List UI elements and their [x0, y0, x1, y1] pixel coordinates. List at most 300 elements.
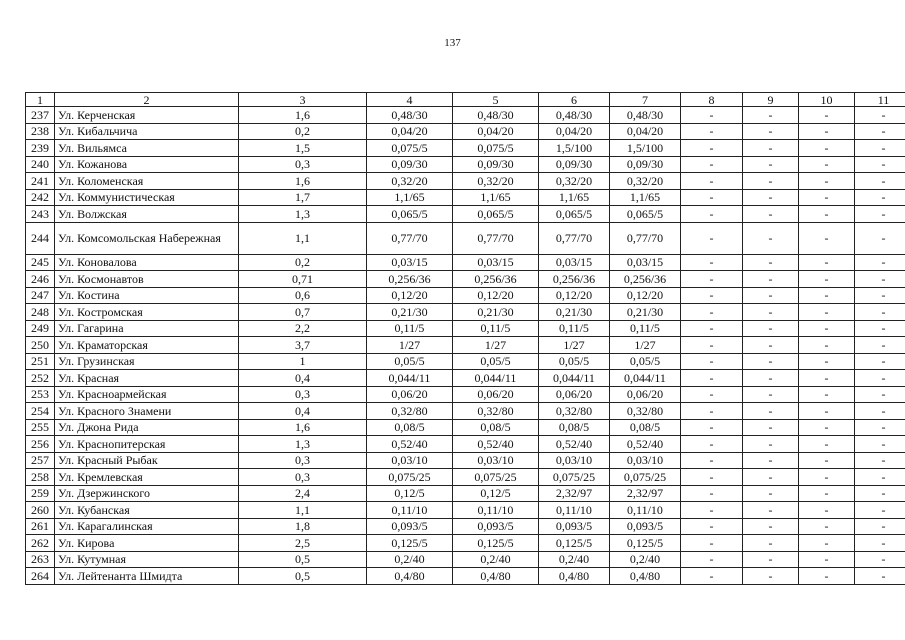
table-cell: - — [855, 271, 905, 288]
table-cell: 0,075/5 — [453, 140, 539, 157]
table-cell: 258 — [26, 469, 55, 486]
table-cell: 1/27 — [610, 337, 681, 354]
table-cell: 3,7 — [239, 337, 367, 354]
table-cell: 0,06/20 — [453, 386, 539, 403]
table-cell: 0,075/25 — [539, 469, 610, 486]
table-cell: 1 — [239, 353, 367, 370]
table-cell: - — [743, 206, 799, 223]
table-row — [26, 107, 905, 124]
table-cell: - — [855, 386, 905, 403]
table-cell: - — [743, 370, 799, 387]
table-cell: - — [855, 287, 905, 304]
table-cell: 262 — [26, 535, 55, 552]
street-name-cell: Ул. Кубанская — [55, 502, 239, 519]
table-cell: 0,08/5 — [539, 419, 610, 436]
table-cell: - — [799, 452, 855, 469]
table-cell: 0,52/40 — [367, 436, 453, 453]
column-header: 9 — [743, 93, 799, 107]
table-cell: 0,77/70 — [453, 222, 539, 254]
table-body — [26, 107, 905, 585]
table-cell: - — [743, 337, 799, 354]
table-cell: - — [681, 386, 743, 403]
table-cell: 260 — [26, 502, 55, 519]
table-cell: 0,6 — [239, 287, 367, 304]
table-cell: 0,2/40 — [539, 551, 610, 568]
table-cell: - — [855, 222, 905, 254]
table-row — [26, 353, 905, 370]
table-cell: 0,52/40 — [539, 436, 610, 453]
table-cell: 0,03/10 — [539, 452, 610, 469]
table-cell: - — [681, 535, 743, 552]
street-name-cell: Ул. Дзержинского — [55, 485, 239, 502]
table-cell: - — [743, 173, 799, 190]
table-cell: - — [743, 123, 799, 140]
table-cell: 0,21/30 — [453, 304, 539, 321]
table-cell: 0,32/20 — [539, 173, 610, 190]
table-cell: - — [799, 206, 855, 223]
table-cell: 0,32/20 — [453, 173, 539, 190]
table-cell: - — [799, 173, 855, 190]
table-cell: - — [681, 123, 743, 140]
street-name-cell: Ул. Красноармейская — [55, 386, 239, 403]
table-cell: - — [799, 518, 855, 535]
table-cell: - — [799, 502, 855, 519]
table-cell: 0,03/10 — [367, 452, 453, 469]
table-cell: 257 — [26, 452, 55, 469]
table-cell: 248 — [26, 304, 55, 321]
table-cell: - — [743, 287, 799, 304]
column-header: 10 — [799, 93, 855, 107]
table-cell: - — [743, 304, 799, 321]
table-cell: - — [855, 173, 905, 190]
table-row — [26, 469, 905, 486]
table-cell: - — [681, 206, 743, 223]
column-header: 1 — [26, 93, 55, 107]
table-cell: - — [799, 189, 855, 206]
table-cell: - — [855, 419, 905, 436]
table-cell: 0,12/5 — [453, 485, 539, 502]
table-cell: 0,065/5 — [367, 206, 453, 223]
table-cell: 0,093/5 — [453, 518, 539, 535]
table-cell: 0,12/20 — [453, 287, 539, 304]
table-cell: 0,21/30 — [367, 304, 453, 321]
table-cell: - — [855, 189, 905, 206]
table-cell: 0,06/20 — [539, 386, 610, 403]
table-cell: 0,044/11 — [453, 370, 539, 387]
table-cell: 0,065/5 — [453, 206, 539, 223]
table-row — [26, 304, 905, 321]
street-name-cell: Ул. Грузинская — [55, 353, 239, 370]
table-row — [26, 206, 905, 223]
table-cell: - — [855, 320, 905, 337]
table-cell: 244 — [26, 222, 55, 254]
table-cell: - — [743, 107, 799, 124]
column-header: 8 — [681, 93, 743, 107]
table-cell: 0,05/5 — [539, 353, 610, 370]
table-cell: 0,11/5 — [367, 320, 453, 337]
street-name-cell: Ул. Кирова — [55, 535, 239, 552]
column-header: 11 — [855, 93, 905, 107]
table-cell: - — [799, 551, 855, 568]
table-cell: 245 — [26, 254, 55, 271]
table-cell: - — [855, 123, 905, 140]
table-cell: 0,71 — [239, 271, 367, 288]
street-name-cell: Ул. Кибальчича — [55, 123, 239, 140]
table-cell: 0,11/10 — [367, 502, 453, 519]
table-cell: 246 — [26, 271, 55, 288]
table-cell: 0,32/80 — [367, 403, 453, 420]
table-cell: - — [855, 436, 905, 453]
column-header: 2 — [55, 93, 239, 107]
table-cell: 1,7 — [239, 189, 367, 206]
table-cell: - — [743, 353, 799, 370]
table-cell: 1,3 — [239, 206, 367, 223]
table-cell: 1/27 — [453, 337, 539, 354]
table-cell: 0,256/36 — [367, 271, 453, 288]
table-cell: 239 — [26, 140, 55, 157]
table-cell: 0,03/15 — [610, 254, 681, 271]
table-cell: 1,1/65 — [367, 189, 453, 206]
page-number: 137 — [444, 37, 461, 49]
table-cell: 0,256/36 — [610, 271, 681, 288]
table-cell: 0,04/20 — [539, 123, 610, 140]
table-cell: 0,093/5 — [539, 518, 610, 535]
table-cell: - — [855, 452, 905, 469]
table-cell: - — [799, 156, 855, 173]
table-cell: - — [855, 551, 905, 568]
table-cell: - — [855, 568, 905, 585]
table-cell: - — [743, 568, 799, 585]
table-cell: 0,125/5 — [539, 535, 610, 552]
table-cell: - — [681, 469, 743, 486]
table-cell: 256 — [26, 436, 55, 453]
table-cell: 240 — [26, 156, 55, 173]
street-name-cell: Ул. Джона Рида — [55, 419, 239, 436]
table-cell: 259 — [26, 485, 55, 502]
table-cell: 0,04/20 — [367, 123, 453, 140]
table-cell: 0,48/30 — [367, 107, 453, 124]
street-name-cell: Ул. Волжская — [55, 206, 239, 223]
table-cell: - — [743, 403, 799, 420]
street-name-cell: Ул. Красная — [55, 370, 239, 387]
table-cell: 0,03/15 — [453, 254, 539, 271]
table-cell: 1,1/65 — [539, 189, 610, 206]
table-cell: - — [799, 320, 855, 337]
table-cell: 241 — [26, 173, 55, 190]
table-cell: 0,08/5 — [610, 419, 681, 436]
table-cell: - — [743, 386, 799, 403]
column-header: 5 — [453, 93, 539, 107]
table-cell: - — [799, 337, 855, 354]
table-cell: - — [681, 140, 743, 157]
street-name-cell: Ул. Кремлевская — [55, 469, 239, 486]
table-cell: - — [681, 568, 743, 585]
table-cell: 0,7 — [239, 304, 367, 321]
street-name-cell: Ул. Коновалова — [55, 254, 239, 271]
table-cell: 0,11/5 — [453, 320, 539, 337]
table-cell: 2,32/97 — [539, 485, 610, 502]
table-cell: - — [799, 304, 855, 321]
table-cell: 0,5 — [239, 551, 367, 568]
table-cell: 0,48/30 — [539, 107, 610, 124]
table-cell: 0,3 — [239, 452, 367, 469]
table-cell: 237 — [26, 107, 55, 124]
table-cell: - — [799, 123, 855, 140]
table-cell: - — [681, 156, 743, 173]
table-cell: - — [799, 485, 855, 502]
table-cell: - — [799, 469, 855, 486]
table-row — [26, 403, 905, 420]
table-cell: 0,4/80 — [610, 568, 681, 585]
table-cell: 1,5/100 — [539, 140, 610, 157]
table-cell: 0,11/10 — [539, 502, 610, 519]
table-cell: - — [799, 436, 855, 453]
table-cell: 0,256/36 — [453, 271, 539, 288]
street-name-cell: Ул. Коммунистическая — [55, 189, 239, 206]
table-cell: - — [799, 271, 855, 288]
table-cell: - — [855, 353, 905, 370]
table-row — [26, 189, 905, 206]
table-cell: 0,03/10 — [610, 452, 681, 469]
table-cell: 0,32/80 — [453, 403, 539, 420]
table-cell: - — [743, 535, 799, 552]
street-name-cell: Ул. Красный Рыбак — [55, 452, 239, 469]
table-cell: 253 — [26, 386, 55, 403]
table-cell: 1,8 — [239, 518, 367, 535]
table-cell: - — [799, 386, 855, 403]
table-cell: 0,4/80 — [453, 568, 539, 585]
table-cell: - — [855, 469, 905, 486]
table-cell: 0,52/40 — [453, 436, 539, 453]
table-cell: - — [799, 370, 855, 387]
table-cell: 0,075/25 — [367, 469, 453, 486]
table-cell: - — [743, 189, 799, 206]
table-cell: - — [681, 485, 743, 502]
table-cell: 0,09/30 — [610, 156, 681, 173]
table-cell: - — [799, 222, 855, 254]
table-cell: 0,4 — [239, 403, 367, 420]
table-cell: 238 — [26, 123, 55, 140]
table-cell: - — [855, 107, 905, 124]
street-name-cell: Ул. Космонавтов — [55, 271, 239, 288]
table-cell: - — [681, 304, 743, 321]
table-cell: 1,6 — [239, 173, 367, 190]
table-cell: - — [855, 518, 905, 535]
table-cell: 251 — [26, 353, 55, 370]
table-cell: 0,4 — [239, 370, 367, 387]
table-cell: 1,1/65 — [610, 189, 681, 206]
table-cell: 0,075/25 — [453, 469, 539, 486]
street-name-cell: Ул. Комсомольская Набережная — [55, 222, 239, 254]
table-cell: 0,08/5 — [453, 419, 539, 436]
table-cell: 2,4 — [239, 485, 367, 502]
table-cell: - — [799, 107, 855, 124]
table-cell: 255 — [26, 419, 55, 436]
table-cell: 247 — [26, 287, 55, 304]
table-cell: 0,11/5 — [539, 320, 610, 337]
table-cell: 1,1/65 — [453, 189, 539, 206]
table-cell: - — [855, 502, 905, 519]
table-cell: 0,12/20 — [367, 287, 453, 304]
table-row — [26, 254, 905, 271]
table-cell: 0,2 — [239, 254, 367, 271]
table-cell: 0,08/5 — [367, 419, 453, 436]
table-cell: 0,2/40 — [610, 551, 681, 568]
street-name-cell: Ул. Карагалинская — [55, 518, 239, 535]
table-cell: - — [743, 551, 799, 568]
table-cell: - — [681, 551, 743, 568]
table-cell: 0,125/5 — [367, 535, 453, 552]
table-header-row — [26, 93, 905, 107]
table-cell: - — [681, 419, 743, 436]
table-cell: - — [743, 156, 799, 173]
table-cell: 1,1 — [239, 222, 367, 254]
table-cell: 0,4/80 — [539, 568, 610, 585]
table-cell: 0,04/20 — [610, 123, 681, 140]
table-cell: 0,48/30 — [610, 107, 681, 124]
table-cell: 0,12/20 — [539, 287, 610, 304]
table-row — [26, 337, 905, 354]
table-row — [26, 535, 905, 552]
table-cell: 0,11/5 — [610, 320, 681, 337]
street-name-cell: Ул. Кожанова — [55, 156, 239, 173]
table-cell: 0,075/25 — [610, 469, 681, 486]
table-cell: 0,2/40 — [453, 551, 539, 568]
table-cell: - — [743, 254, 799, 271]
table-cell: - — [681, 107, 743, 124]
street-name-cell: Ул. Вильямса — [55, 140, 239, 157]
table-cell: 0,3 — [239, 386, 367, 403]
table-cell: - — [799, 287, 855, 304]
table-cell: 0,32/20 — [610, 173, 681, 190]
table-cell: 0,03/15 — [367, 254, 453, 271]
table-cell: 1,6 — [239, 419, 367, 436]
table-cell: 1,1 — [239, 502, 367, 519]
table-cell: 0,256/36 — [539, 271, 610, 288]
table-cell: - — [799, 535, 855, 552]
table-row — [26, 320, 905, 337]
table-cell: - — [743, 140, 799, 157]
table-cell: - — [855, 254, 905, 271]
table-cell: - — [681, 173, 743, 190]
street-name-cell: Ул. Краматорская — [55, 337, 239, 354]
street-name-cell: Ул. Костина — [55, 287, 239, 304]
table-cell: 0,77/70 — [539, 222, 610, 254]
table-cell: - — [681, 222, 743, 254]
table-cell: 0,4/80 — [367, 568, 453, 585]
table-cell: - — [743, 222, 799, 254]
table-cell: - — [799, 568, 855, 585]
table-cell: 0,21/30 — [539, 304, 610, 321]
table-row — [26, 222, 905, 254]
table-cell: - — [743, 518, 799, 535]
table-cell: - — [799, 353, 855, 370]
table-cell: 0,044/11 — [367, 370, 453, 387]
column-header: 3 — [239, 93, 367, 107]
table-row — [26, 370, 905, 387]
table-cell: 0,065/5 — [539, 206, 610, 223]
table-cell: - — [799, 403, 855, 420]
table-cell: - — [681, 320, 743, 337]
table-cell: - — [743, 452, 799, 469]
table-cell: - — [855, 304, 905, 321]
table-cell: - — [743, 419, 799, 436]
table-cell: 0,05/5 — [610, 353, 681, 370]
street-name-cell: Ул. Лейтенанта Шмидта — [55, 568, 239, 585]
street-name-cell: Ул. Керченская — [55, 107, 239, 124]
table-cell: 0,09/30 — [453, 156, 539, 173]
table-row — [26, 140, 905, 157]
table-cell: 0,32/80 — [539, 403, 610, 420]
table-row — [26, 568, 905, 585]
table-cell: 0,03/10 — [453, 452, 539, 469]
table-cell: 0,06/20 — [610, 386, 681, 403]
table-cell: - — [743, 271, 799, 288]
table-cell: - — [855, 370, 905, 387]
table-cell: - — [743, 502, 799, 519]
street-name-cell: Ул. Красного Знамени — [55, 403, 239, 420]
table-cell: 0,05/5 — [453, 353, 539, 370]
table-cell: 0,125/5 — [610, 535, 681, 552]
table-cell: 254 — [26, 403, 55, 420]
table-row — [26, 386, 905, 403]
table-cell: 0,044/11 — [539, 370, 610, 387]
table-cell: - — [681, 254, 743, 271]
table-cell: 2,32/97 — [610, 485, 681, 502]
table-cell: 0,075/5 — [367, 140, 453, 157]
table-row — [26, 123, 905, 140]
table-cell: 0,04/20 — [453, 123, 539, 140]
table-cell: - — [855, 206, 905, 223]
table-row — [26, 452, 905, 469]
table-row — [26, 419, 905, 436]
table-row — [26, 502, 905, 519]
table-cell: 0,12/5 — [367, 485, 453, 502]
column-header: 4 — [367, 93, 453, 107]
table-cell: - — [681, 337, 743, 354]
table-cell: 0,21/30 — [610, 304, 681, 321]
street-name-cell: Ул. Краснопитерская — [55, 436, 239, 453]
table-cell: 0,32/80 — [610, 403, 681, 420]
table-row — [26, 271, 905, 288]
table-cell: - — [681, 271, 743, 288]
table-cell: - — [855, 156, 905, 173]
table-cell: 0,125/5 — [453, 535, 539, 552]
table-cell: - — [681, 518, 743, 535]
table-cell: 1/27 — [367, 337, 453, 354]
street-name-cell: Ул. Костромская — [55, 304, 239, 321]
table-cell: 0,093/5 — [367, 518, 453, 535]
table-cell: 0,48/30 — [453, 107, 539, 124]
table-row — [26, 156, 905, 173]
table-cell: 242 — [26, 189, 55, 206]
table-cell: - — [681, 287, 743, 304]
table-cell: - — [855, 535, 905, 552]
table-cell: 0,09/30 — [539, 156, 610, 173]
table-cell: 0,3 — [239, 156, 367, 173]
column-header: 6 — [539, 93, 610, 107]
table-cell: 0,77/70 — [367, 222, 453, 254]
table-cell: 0,12/20 — [610, 287, 681, 304]
table-cell: - — [855, 403, 905, 420]
table-cell: 0,5 — [239, 568, 367, 585]
data-table — [25, 92, 905, 585]
table-cell: - — [743, 469, 799, 486]
street-name-cell: Ул. Гагарина — [55, 320, 239, 337]
table-cell: 0,044/11 — [610, 370, 681, 387]
table-cell: 0,52/40 — [610, 436, 681, 453]
table-cell: - — [855, 337, 905, 354]
